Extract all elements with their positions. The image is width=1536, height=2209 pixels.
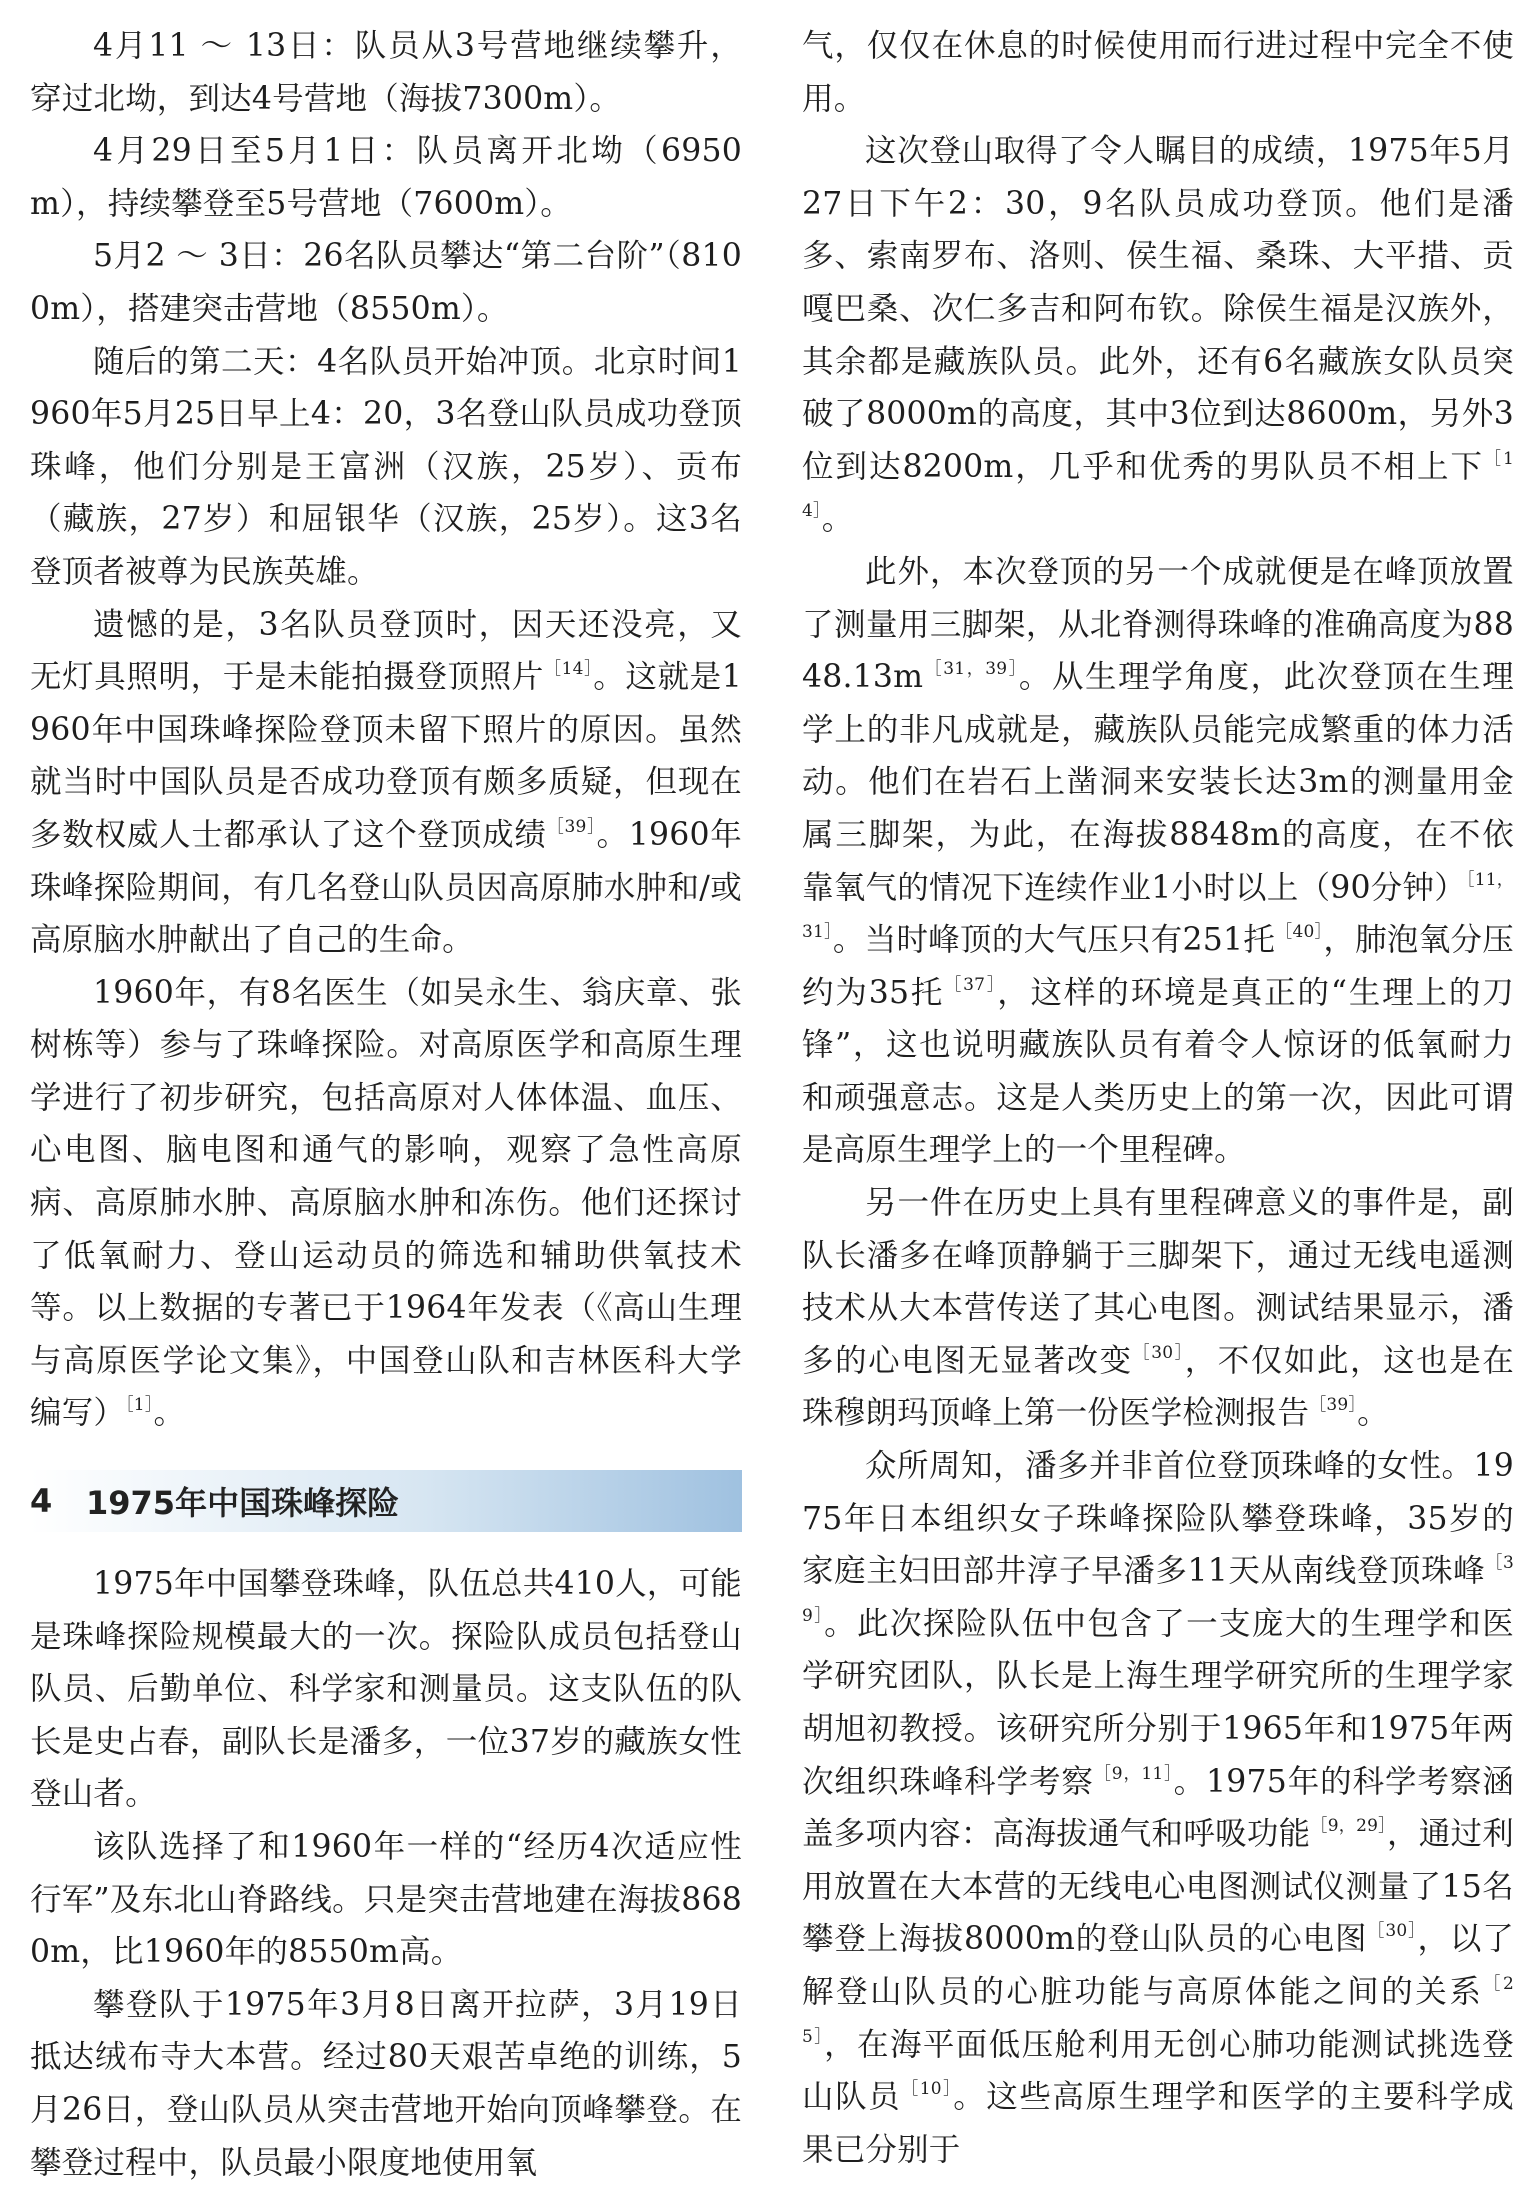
citation-superscript: ［30］ bbox=[1367, 1921, 1418, 1942]
citation-superscript: ［9，29］ bbox=[1310, 1816, 1387, 1837]
citation-superscript: ［10］ bbox=[901, 2079, 954, 2100]
citation-superscript: ［14］ bbox=[802, 448, 1514, 522]
paragraph-text: 随后的第二天：4名队员开始冲顶。北京时间1960年5月25日早上4：20，3名登山队员成功登顶珠峰，他们分别是王富洲（汉族，25岁）、贡布（藏族，27岁）和屈银华（汉族，25岁）。这3名登顶者被尊为民族英雄。 bbox=[30, 343, 742, 590]
citation-superscript: ［40］ bbox=[1275, 922, 1324, 943]
paragraph-text: 。这些高原生理学和医学的主要科学成果已分别于 bbox=[802, 2079, 1514, 2168]
paragraph bbox=[802, 125, 1514, 546]
paragraph-text: 4月11 ～ 13日：队员从3号营地继续攀升，穿过北坳，到达4号营地（海拔7300m）。 bbox=[30, 28, 742, 117]
paragraph-text: 另一件在历史上具有里程碑意义的事件是，副队长潘多在峰顶静躺于三脚架下，通过无线电遥测技术从大本营传送了其心电图。测试结果显示，潘多的心电图无显著改变 bbox=[802, 1185, 1514, 1379]
left-paragraphs-after bbox=[30, 1558, 742, 2189]
paragraph-text: 。 bbox=[1357, 1395, 1389, 1432]
section-title: 1975年中国珠峰探险 bbox=[86, 1484, 400, 1523]
paragraph bbox=[30, 967, 742, 1440]
paragraph bbox=[802, 1440, 1514, 2176]
paragraph bbox=[30, 1979, 742, 2189]
paragraph-text: ，不仅如此，这也是在珠穆朗玛顶峰上第一份医学检测报告 bbox=[802, 1342, 1514, 1432]
paragraph-text: ，通过利用放置在大本营的无线电心电图测试仪测量了15名攀登上海拔8000m的登山队员的心电图 bbox=[802, 1816, 1514, 1958]
paragraph bbox=[802, 20, 1514, 125]
citation-superscript: ［14］ bbox=[544, 659, 594, 680]
paragraph-text: 4月29日至5月1日：队员离开北坳（6950m），持续攀登至5号营地（7600m）。 bbox=[30, 133, 742, 222]
citation-superscript: ［31，39］ bbox=[923, 659, 1019, 680]
paragraph-text: ，在海平面低压舱利用无创心肺功能测试挑选登山队员 bbox=[802, 2026, 1515, 2116]
paragraph-text: 。1960年珠峰探险期间，有几名登山队员因高原肺水肿和/或高原脑水肿献出了自己的生命。 bbox=[30, 816, 742, 959]
paragraph-text: 。 bbox=[153, 1395, 186, 1432]
citation-superscript: ［30］ bbox=[1132, 1342, 1185, 1363]
paragraph bbox=[30, 336, 742, 599]
paragraph-text: ，肺泡氧分压约为35托 bbox=[802, 922, 1514, 1011]
paragraph-text: 。 bbox=[821, 501, 854, 538]
citation-superscript: ［11，31］ bbox=[802, 869, 1514, 943]
citation-superscript: ［37］ bbox=[944, 974, 998, 995]
paragraph-text: 该队选择了和1960年一样的“经历4次适应性行军”及东北山脊路线。只是突击营地建在海拔8680m，比1960年的8550m高。 bbox=[30, 1829, 742, 1971]
left-paragraphs-before bbox=[30, 20, 742, 1440]
citation-superscript: ［9，11］ bbox=[1093, 1763, 1174, 1784]
paragraph-text: 。此次探险队伍中包含了一支庞大的生理学和医学研究团队，队长是上海生理学研究所的生理学家胡旭初教授。该研究所分别于1965年和1975年两次组织珠峰科学考察 bbox=[802, 1605, 1515, 1800]
paragraph-text: 1960年，有8名医生（如吴永生、翁庆章、张树栋等）参与了珠峰探险。对高原医学和高原生理学进行了初步研究，包括高原对人体体温、血压、心电图、脑电图和通气的影响，观察了急性高原病、高原肺水肿、高原脑水肿和冻伤。他们还探讨了低氧耐力、登山运动员的筛选和辅助供氧技术等。以上数据的专著已于1964年发表（《高山生理与高原医学论文集》，中国登山队和吉林医科大学编写） bbox=[30, 974, 742, 1432]
section-number: 4 bbox=[30, 1482, 53, 1521]
paragraph-text: 此外，本次登顶的另一个成就便是在峰顶放置了测量用三脚架，从北脊测得珠峰的准确高度为8848.13m bbox=[802, 553, 1514, 696]
paragraph-text: 遗憾的是，3名队员登顶时，因天还没亮，又无灯具照明，于是未能拍摄登顶照片 bbox=[30, 606, 742, 696]
citation-superscript: ［39］ bbox=[802, 1553, 1514, 1626]
right-paragraphs bbox=[802, 20, 1514, 2176]
paragraph-text: 5月2 ～ 3日：26名队员攀达“第二台阶”（8100m），搭建突击营地（8550m）。 bbox=[30, 238, 742, 327]
paragraph bbox=[30, 20, 742, 125]
paragraph bbox=[30, 230, 742, 335]
paragraph-text: 众所周知，潘多并非首位登顶珠峰的女性。1975年日本组织女子珠峰探险队攀登珠峰，35岁的家庭主妇田部井淳子早潘多11天从南线登顶珠峰 bbox=[802, 1448, 1514, 1590]
paragraph-text: ，这样的环境是真正的“生理上的刀锋”，这也说明藏族队员有着令人惊讶的低氧耐力和顽强意志。这是人类历史上的第一次，因此可谓是高原生理学上的一个里程碑。 bbox=[802, 974, 1514, 1169]
citation-superscript: ［39］ bbox=[546, 816, 597, 837]
paragraph bbox=[30, 1821, 742, 1979]
paragraph-text: 攀登队于1975年3月8日离开拉萨，3月19日抵达绒布寺大本营。经过80天艰苦卓绝的训练，5月26日，登山队员从突击营地开始向顶峰攀登。在攀登过程中，队员最小限度地使用氧 bbox=[30, 1986, 742, 2181]
citation-superscript: ［1］ bbox=[125, 1395, 154, 1416]
citation-superscript: ［25］ bbox=[802, 1973, 1514, 2047]
paragraph bbox=[802, 1177, 1514, 1440]
right-column bbox=[802, 20, 1514, 2176]
paragraph-text: 。当时峰顶的大气压只有251托 bbox=[832, 922, 1276, 959]
paragraph bbox=[30, 125, 742, 230]
paragraph-text: ，以了解登山队员的心脏功能与高原体能之间的关系 bbox=[802, 1921, 1514, 2010]
paragraph-text: 这次登山取得了令人瞩目的成绩，1975年5月27日下午2：30，9名队员成功登顶。他们是潘多、索南罗布、洛则、侯生福、桑珠、大平措、贡嘎巴桑、次仁多吉和阿布钦。除侯生福是汉族外，其余都是藏族队员。此外，还有6名藏族女队员突破了8000m的高度，其中3位到达8600m，另外3位到达8200m，几乎和优秀的男队员不相上下 bbox=[802, 133, 1514, 485]
paragraph bbox=[802, 546, 1514, 1177]
paragraph bbox=[30, 1558, 742, 1821]
paragraph-text: 1975年中国攀登珠峰，队伍总共410人，可能是珠峰探险规模最大的一次。探险队成员包括登山队员、后勤单位、科学家和测量员。这支队伍的队长是史占春，副队长是潘多，一位37岁的藏族女性登山者。 bbox=[30, 1566, 742, 1813]
paragraph-text: 。这就是1960年中国珠峰探险登顶未留下照片的原因。虽然就当时中国队员是否成功登顶有颇多质疑，但现在多数权威人士都承认了这个登顶成绩 bbox=[30, 659, 742, 853]
paragraph bbox=[30, 599, 742, 967]
left-column bbox=[30, 20, 742, 2189]
paragraph-text: 。1975年的科学考察涵盖多项内容：高海拔通气和呼吸功能 bbox=[802, 1763, 1514, 1853]
section-heading bbox=[30, 1470, 742, 1532]
paragraph-text: 气，仅仅在休息的时候使用而行进过程中完全不使用。 bbox=[802, 28, 1514, 117]
citation-superscript: ［39］ bbox=[1309, 1395, 1358, 1416]
paragraph-text: 。从生理学角度，此次登顶在生理学上的非凡成就是，藏族队员能完成繁重的体力活动。他们在岩石上凿洞来安装长达3m的测量用金属三脚架，为此，在海拔8848m的高度，在不依靠氧气的情况下连续作业1小时以上（90分钟） bbox=[802, 659, 1514, 906]
